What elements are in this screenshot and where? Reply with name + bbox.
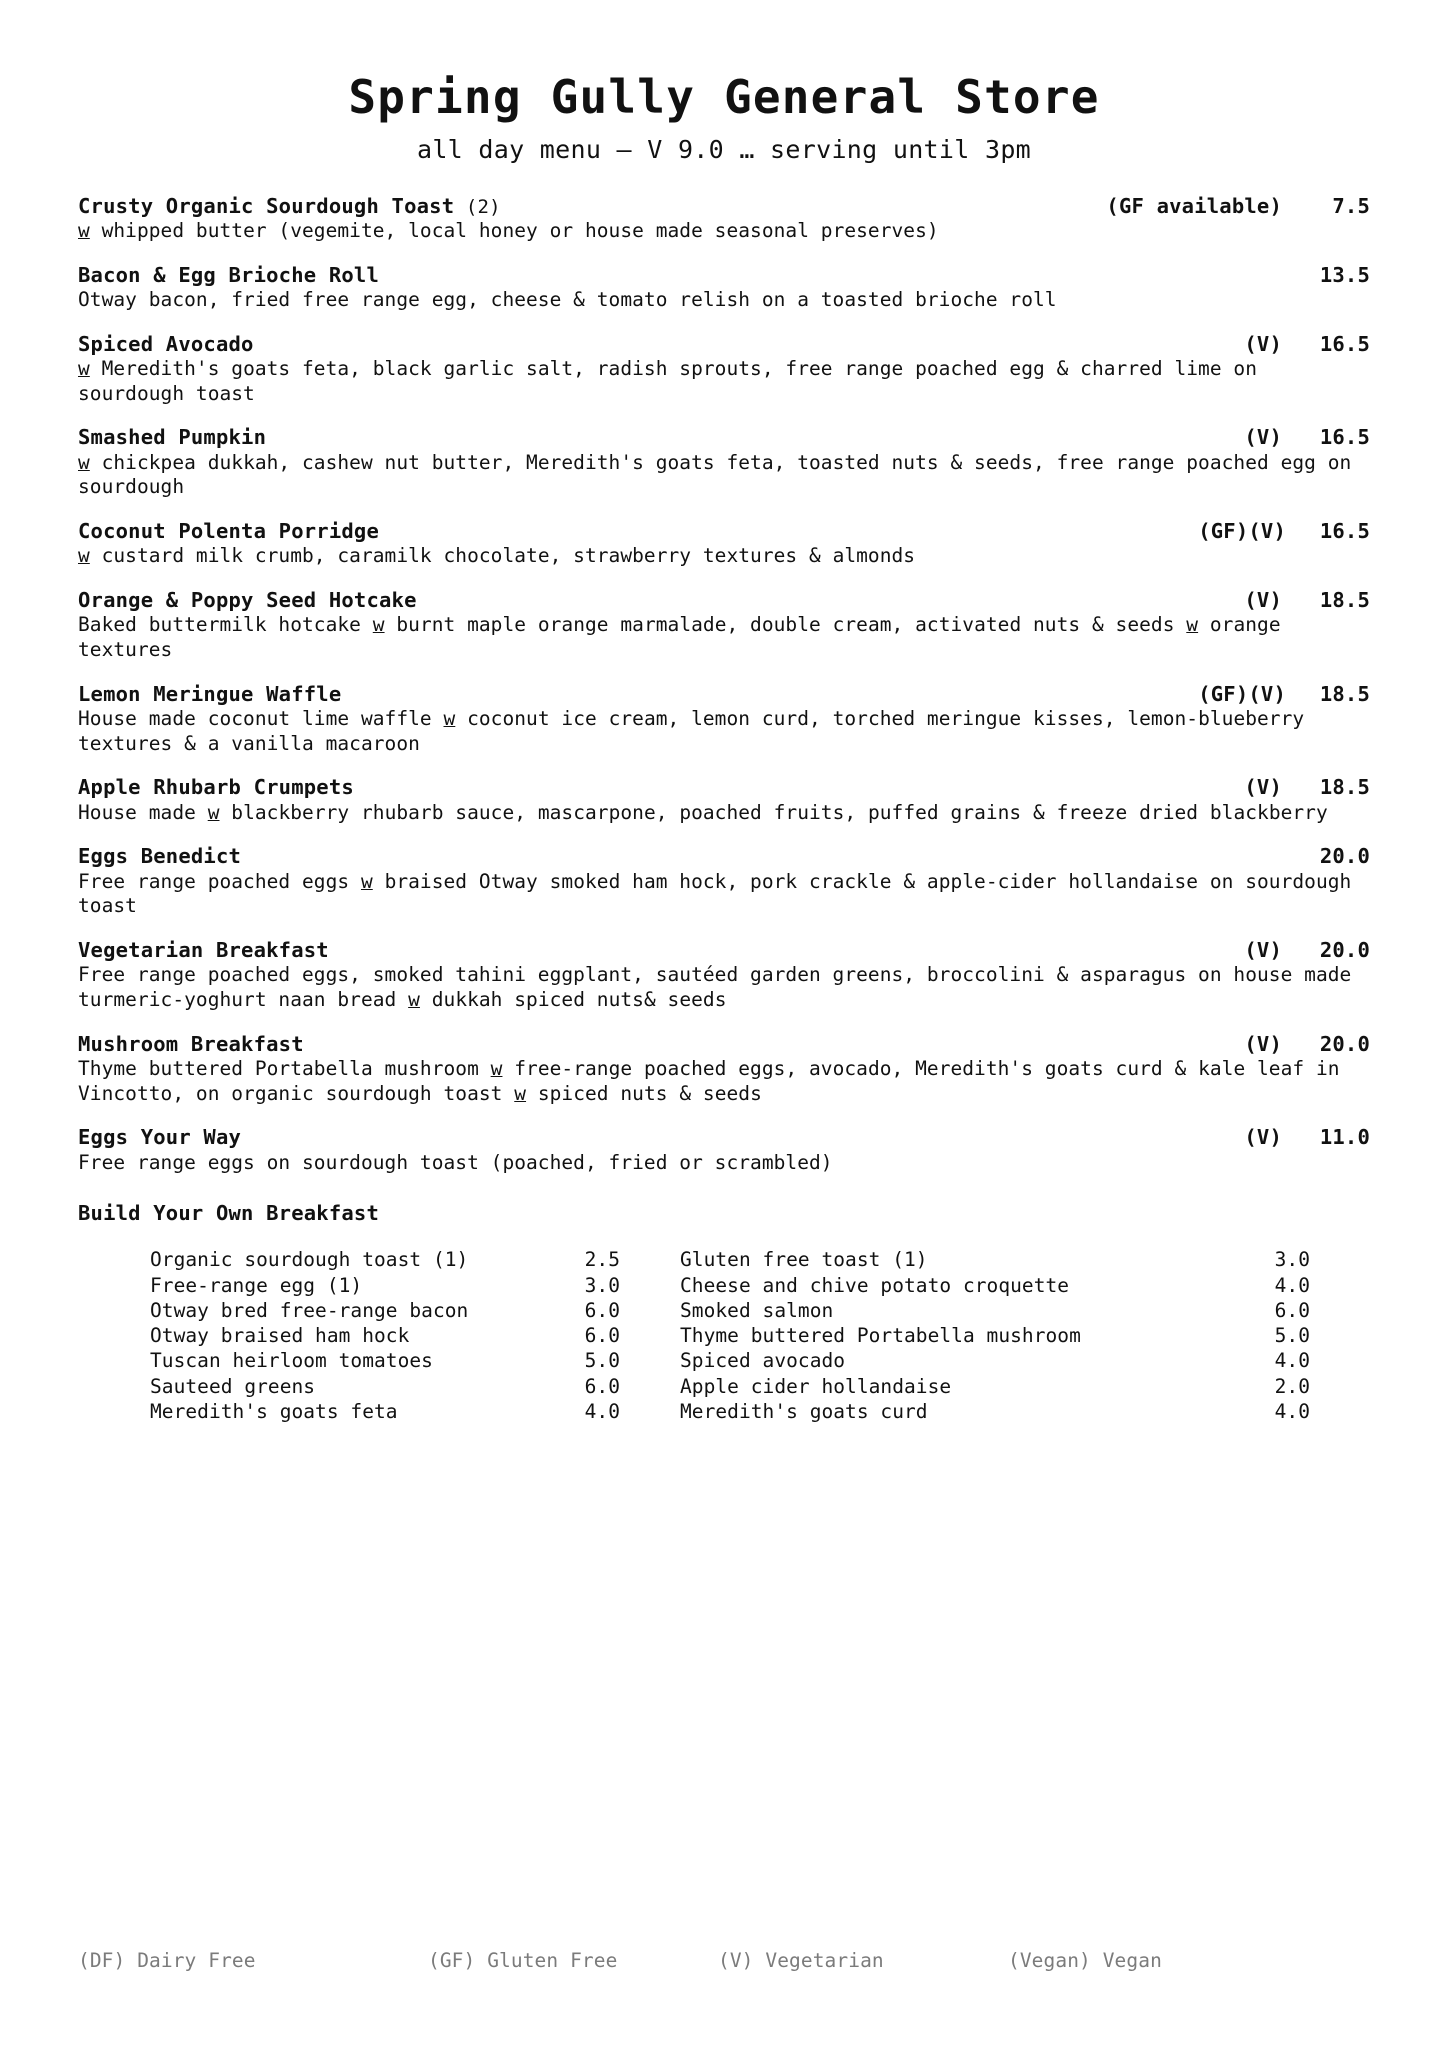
menu-item-price-group: [1244, 332, 1370, 356]
menu-item-description: [78, 1057, 1368, 1107]
menu-item-description: [78, 451, 1368, 501]
menu-item-description-text: Free range poached eggs w braised Otway smoked ham hock, pork crackle & apple-cider hollandaise on sourdough toast: [78, 869, 1352, 918]
menu-item-description-text: whipped butter (vegemite, local honey or house made seasonal preserves): [89, 219, 939, 242]
menu-item-description: [78, 357, 1368, 407]
menu-item-price: 16.5: [1319, 519, 1370, 544]
with-abbreviation: w: [78, 544, 90, 568]
with-abbreviation: w: [514, 1081, 527, 1105]
with-abbreviation: w: [490, 1056, 503, 1080]
menu-item-description: [78, 288, 1368, 313]
menu-item-price: 7.5: [1332, 193, 1370, 218]
menu-item-price-group: [1244, 1032, 1370, 1056]
menu-item: [78, 332, 1370, 407]
addon-label: Spiced avocado: [680, 1349, 846, 1373]
menu-item-price: 16.5: [1319, 425, 1370, 450]
addon-row: [150, 1348, 620, 1373]
menu-item-name: Smashed Pumpkin: [78, 425, 267, 450]
menu-item-name: Coconut Polenta Porridge: [78, 519, 380, 544]
addon-price: 2.5: [584, 1248, 620, 1272]
menu-item-price-group: [1244, 938, 1370, 962]
menu-item-price-group: [1244, 425, 1370, 449]
addon-row: [150, 1399, 620, 1424]
addon-price: 4.0: [1274, 1349, 1310, 1373]
menu-item-price-group: [1244, 775, 1370, 799]
menu-item-name: Spiced Avocado: [78, 331, 254, 356]
menu-item-name: Bacon & Egg Brioche Roll: [78, 262, 380, 287]
menu-item-dietary-tags: (V): [1244, 938, 1282, 962]
menu-item-header: [78, 1125, 1370, 1149]
with-abbreviation: w: [360, 869, 373, 893]
addons-right-column: [680, 1247, 1310, 1424]
addon-price: 6.0: [584, 1324, 620, 1348]
addon-price: 6.0: [1274, 1298, 1310, 1322]
menu-item-price: 20.0: [1319, 844, 1370, 869]
menu-item-name: Apple Rhubarb Crumpets: [78, 775, 354, 800]
menu-item-name: Lemon Meringue Waffle: [78, 681, 342, 706]
menu-item-list: [78, 194, 1370, 1176]
addon-row: [150, 1374, 620, 1399]
addon-row: [680, 1247, 1310, 1272]
with-abbreviation: w: [207, 800, 220, 824]
menu-item-dietary-tags: (GF)(V): [1198, 519, 1286, 544]
addon-price: 4.0: [584, 1399, 620, 1423]
addon-label: Thyme buttered Portabella mushroom: [680, 1324, 1081, 1348]
addon-price: 4.0: [1274, 1399, 1310, 1423]
menu-item-description-text: custard milk crumb, caramilk chocolate, strawberry textures & almonds: [89, 544, 916, 568]
addon-row: [150, 1298, 620, 1323]
store-title: Spring Gully General Store: [348, 70, 1100, 124]
addon-label: Meredith's goats curd: [680, 1399, 928, 1423]
menu-item-description-text: Free range eggs on sourdough toast (poached, fried or scrambled): [78, 1150, 833, 1174]
menu-item-header: [78, 682, 1370, 706]
addon-label: Otway bred free-range bacon: [150, 1298, 469, 1322]
menu-item: [78, 775, 1370, 825]
addon-label: Tuscan heirloom tomatoes: [150, 1349, 433, 1373]
with-abbreviation: w: [372, 613, 385, 637]
menu-item-name: Orange & Poppy Seed Hotcake: [78, 588, 417, 612]
addon-price: 5.0: [584, 1349, 620, 1373]
menu-subtitle: all day menu – V 9.0 … serving until 3pm: [416, 134, 1032, 164]
addon-row: [150, 1247, 620, 1272]
menu-item-description: [78, 870, 1368, 920]
menu-item-price-group: [1308, 844, 1370, 868]
menu-item-description: [78, 613, 1368, 663]
menu-item-description-text: Thyme buttered Portabella mushroom w free-range poached eggs, avocado, Meredith's goats curd & kale leaf in Vincotto, on organic sourdough toast w spiced nuts & seeds: [78, 1056, 1340, 1105]
addon-label: Meredith's goats feta: [150, 1399, 398, 1423]
menu-item-price-group: [1308, 263, 1370, 287]
menu-item-price-group: [1244, 588, 1370, 612]
menu-item: [78, 263, 1370, 313]
menu-item-header: [78, 263, 1370, 287]
menu-item-price-group: [1198, 519, 1370, 543]
menu-item-price: 18.5: [1319, 681, 1370, 706]
legend-entry: (V) Vegetarian: [718, 1949, 884, 1972]
addon-price: 3.0: [1274, 1248, 1310, 1272]
menu-item-description-text: House made coconut lime waffle w coconut ice cream, lemon curd, torched meringue kisses, lemon-blueberry textures & a vanilla macaroon: [78, 706, 1305, 755]
menu-item-name: Crusty Organic Sourdough Toast (2): [78, 193, 501, 218]
addon-price: 6.0: [584, 1374, 620, 1398]
with-abbreviation: w: [78, 450, 90, 474]
menu-item-header: [78, 938, 1370, 962]
menu-item-description-text: Meredith's goats feta, black garlic salt, radish sprouts, free range poached egg & charred lime on sourdough toast: [78, 356, 1258, 405]
menu-item-dietary-tags: (V): [1244, 588, 1282, 612]
menu-item: [78, 519, 1370, 569]
menu-item-description-text: Free range poached eggs, smoked tahini eggplant, sautéed garden greens, broccolini & asparagus on house made turmeric-yoghurt naan bread w dukkah spiced nuts& seeds: [78, 963, 1352, 1011]
menu-item-price: 20.0: [1319, 1031, 1370, 1056]
menu-item-header: [78, 844, 1370, 868]
menu-item-dietary-tags: (V): [1244, 1031, 1282, 1056]
menu-item-name: Eggs Benedict: [78, 844, 242, 869]
menu-item: [78, 1032, 1370, 1107]
addon-row: [680, 1399, 1310, 1424]
menu-item-description: [78, 1151, 1368, 1176]
legend-entry: (GF) Gluten Free: [428, 1949, 618, 1972]
addon-row: [680, 1298, 1310, 1323]
menu-item-header: [78, 519, 1370, 543]
menu-item-header: [78, 332, 1370, 356]
dietary-legend: [78, 1949, 1370, 1972]
build-your-own-table: [78, 1247, 1370, 1424]
menu-item-price: 18.5: [1319, 588, 1370, 612]
menu-item-description: [78, 544, 1368, 569]
menu-item-description: [78, 707, 1368, 757]
menu-item-name: Mushroom Breakfast: [78, 1031, 304, 1056]
menu-item-dietary-tags: (V): [1244, 425, 1282, 450]
menu-item-dietary-tags: (GF)(V): [1198, 681, 1286, 706]
with-abbreviation: w: [1186, 613, 1199, 637]
menu-item-price: 18.5: [1319, 775, 1370, 800]
menu-item: [78, 1125, 1370, 1175]
menu-item-header: [78, 588, 1370, 612]
menu-item-price-group: [1198, 682, 1370, 706]
addon-row: [150, 1273, 620, 1298]
menu-item-header: [78, 194, 1370, 218]
menu-item-description-text: Baked buttermilk hotcake w burnt maple orange marmalade, double cream, activated nuts & seeds w orange textures: [78, 613, 1281, 661]
menu-item: [78, 682, 1370, 757]
menu-item-dietary-tags: (GF available): [1106, 193, 1282, 218]
menu-item-name: Eggs Your Way: [78, 1125, 242, 1150]
menu-item-name: Vegetarian Breakfast: [78, 938, 329, 962]
menu-item-header: [78, 775, 1370, 799]
menu-item-description: [78, 219, 1368, 244]
with-abbreviation: w: [78, 219, 90, 242]
addon-label: Otway braised ham hock: [150, 1324, 410, 1348]
menu-item: [78, 194, 1370, 244]
addons-left-column: [150, 1247, 620, 1424]
menu-item-description: [78, 801, 1368, 826]
with-abbreviation: w: [443, 706, 456, 730]
menu-item-description-text: House made w blackberry rhubarb sauce, mascarpone, poached fruits, puffed grains & freeze dried blackberry: [78, 800, 1328, 824]
build-your-own-heading: Build Your Own Breakfast: [78, 1201, 380, 1226]
menu-item-dietary-tags: (V): [1244, 331, 1282, 356]
menu-item-price: 16.5: [1319, 331, 1370, 356]
legend-entry: (Vegan) Vegan: [1008, 1949, 1162, 1972]
addon-row: [680, 1323, 1310, 1348]
addon-label: Cheese and chive potato croquette: [680, 1273, 1070, 1297]
masthead: [78, 72, 1370, 164]
menu-item-header: [78, 1032, 1370, 1056]
menu-item: [78, 425, 1370, 500]
with-abbreviation: w: [78, 356, 90, 380]
addon-label: Gluten free toast (1): [680, 1248, 928, 1272]
addon-price: 6.0: [584, 1298, 620, 1322]
addon-label: Free-range egg (1): [150, 1273, 363, 1297]
menu-item-description-text: Otway bacon, fried free range egg, cheese & tomato relish on a toasted brioche roll: [78, 287, 1057, 311]
addon-price: 5.0: [1274, 1324, 1310, 1348]
menu-item-price-group: [1244, 1125, 1370, 1149]
menu-item-header: [78, 425, 1370, 449]
with-abbreviation: w: [408, 987, 420, 1011]
addon-row: [680, 1374, 1310, 1399]
legend-entry: (DF) Dairy Free: [78, 1949, 256, 1972]
menu-item-dietary-tags: (V): [1244, 775, 1282, 800]
addon-label: Organic sourdough toast (1): [150, 1248, 469, 1272]
menu-item-quantity: (2): [454, 195, 501, 218]
addon-row: [150, 1323, 620, 1348]
menu-item-description: [78, 963, 1368, 1013]
menu-item-price: 11.0: [1319, 1125, 1370, 1150]
menu-item-price-group: [1106, 194, 1370, 218]
addon-price: 2.0: [1274, 1374, 1310, 1398]
menu-item: [78, 938, 1370, 1013]
addon-label: Smoked salmon: [680, 1298, 834, 1322]
menu-item: [78, 844, 1370, 919]
menu-item-description-text: chickpea dukkah, cashew nut butter, Meredith's goats feta, toasted nuts & seeds, free range poached egg on sourdough: [78, 450, 1352, 499]
menu-item-price: 20.0: [1319, 938, 1370, 962]
addon-row: [680, 1348, 1310, 1373]
addon-label: Sauteed greens: [150, 1374, 316, 1398]
menu-item: [78, 588, 1370, 663]
addon-row: [680, 1273, 1310, 1298]
addon-price: 4.0: [1274, 1273, 1310, 1297]
menu-item-price: 13.5: [1319, 262, 1370, 287]
addon-label: Apple cider hollandaise: [680, 1374, 952, 1398]
addon-price: 3.0: [584, 1273, 620, 1297]
menu-item-dietary-tags: (V): [1244, 1125, 1282, 1150]
